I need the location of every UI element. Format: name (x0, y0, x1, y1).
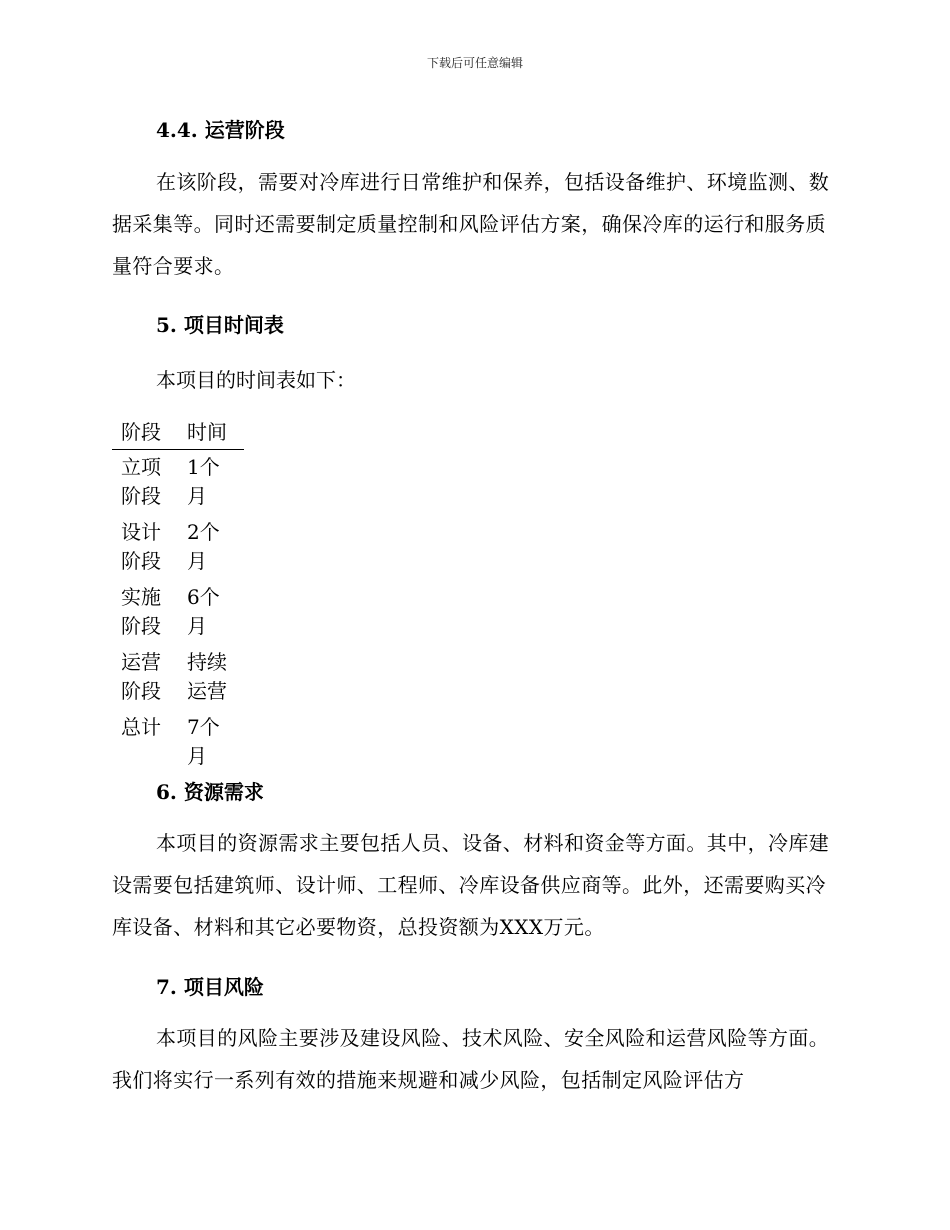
table-cell-stage: 运营阶段 (121, 650, 161, 703)
table-header-time: 时间 (187, 418, 244, 450)
section-7-heading: 7. 项目风险 (156, 975, 264, 999)
schedule-table (112, 418, 244, 775)
section-4-4-paragraph: 在该阶段，需要对冷库进行日常维护和保养，包括设备维护、环境监测、数据采集等。同时还需要制定质量控制和风险评估方案，确保冷库的运行和服务质量符合要求。 (112, 170, 830, 278)
section-6-heading: 6. 资源需求 (156, 780, 264, 804)
table-cell-stage: 实施阶段 (121, 585, 161, 638)
section-6-paragraph: 本项目的资源需求主要包括人员、设备、材料和资金等方面。其中，冷库建设需要包括建筑师、设计师、工程师、冷库设备供应商等。此外，还需要购买冷库设备、材料和其它必要物资，总投资额为XXX万元。 (112, 831, 830, 939)
section-5-heading: 5. 项目时间表 (156, 313, 284, 337)
table-cell-stage: 设计阶段 (121, 520, 161, 573)
table-cell-stage: 总计 (121, 715, 161, 739)
table-row (112, 450, 244, 516)
table-row (112, 710, 244, 775)
table-row (112, 515, 244, 580)
header-note: 下载后可任意编辑 (426, 56, 523, 70)
table-row (112, 580, 244, 645)
table-row (112, 645, 244, 710)
table-header-stage: 阶段 (112, 418, 187, 450)
section-4-4-heading: 4.4. 运营阶段 (156, 118, 285, 142)
table-header-row (112, 418, 244, 450)
section-7-paragraph: 本项目的风险主要涉及建设风险、技术风险、安全风险和运营风险等方面。我们将实行一系列有效的措施来规避和减少风险，包括制定风险评估方 (112, 1026, 830, 1092)
table-cell-time: 持续运营 (187, 650, 227, 703)
section-5-intro: 本项目的时间表如下： (156, 368, 356, 392)
table-cell-time: 7个月 (187, 715, 220, 768)
table-cell-stage: 立项阶段 (121, 455, 161, 508)
table-cell-time: 2个月 (187, 520, 220, 573)
table-cell-time: 1个月 (187, 455, 220, 508)
table-cell-time: 6个月 (187, 585, 220, 638)
